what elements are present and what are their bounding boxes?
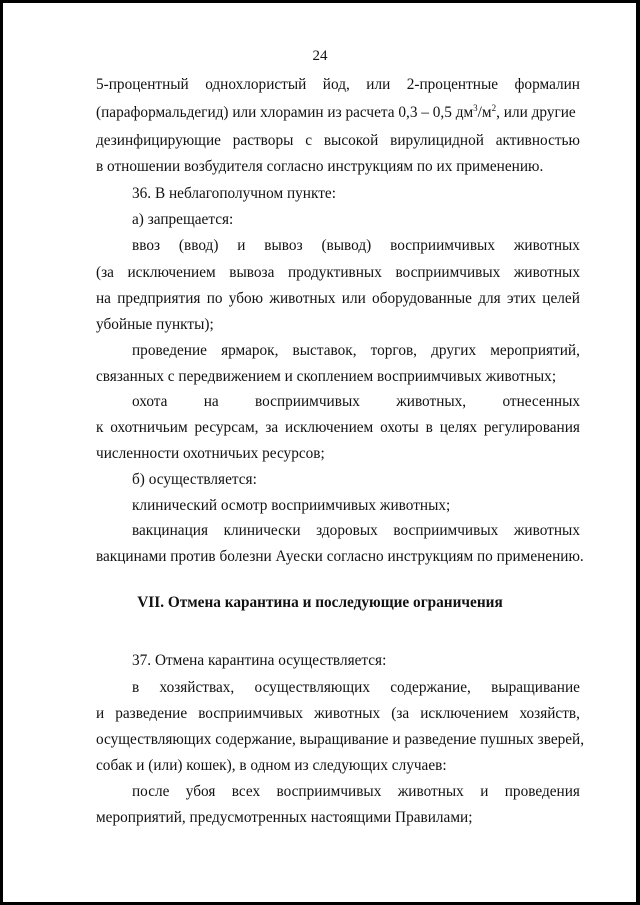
- word: (ввод): [178, 237, 219, 254]
- text-line: численности охотничьих ресурсов;: [96, 445, 325, 462]
- word: регулирования: [483, 419, 580, 436]
- word: ресурсам,: [194, 419, 259, 436]
- word: после: [132, 783, 170, 800]
- word: или: [366, 76, 391, 93]
- word: высокой: [323, 132, 379, 149]
- word: проведения: [504, 783, 580, 800]
- paragraph-36-heading: 36. В неблагополучном пункте:: [132, 185, 336, 202]
- word: всех: [231, 783, 261, 800]
- word: убоя: [185, 783, 216, 800]
- word: оборудованные: [372, 290, 472, 307]
- word: разведение: [115, 705, 188, 722]
- word: (вывод): [321, 237, 372, 254]
- word: вывоз: [264, 237, 303, 254]
- word: выставок,: [292, 342, 357, 359]
- word: ярмарок,: [221, 342, 279, 359]
- word: содержание,: [390, 679, 471, 696]
- word: восприимчивых: [276, 783, 382, 800]
- word: осуществляющих: [254, 679, 370, 696]
- word: животных: [314, 705, 381, 722]
- word: целей: [542, 290, 580, 307]
- word: исключением: [285, 419, 374, 436]
- text-line: [132, 237, 580, 255]
- word: животных: [513, 264, 580, 281]
- word: (за: [96, 264, 114, 281]
- text-line: [96, 705, 580, 723]
- word: вакцинация: [132, 522, 208, 539]
- word: 2-процентные: [406, 76, 499, 93]
- scan-border-right: [636, 0, 640, 905]
- text-line: связанных с передвижением и скоплением восприимчивых животных;: [96, 368, 557, 385]
- word: и: [96, 705, 105, 722]
- word: в: [132, 679, 140, 696]
- scan-border-left: [0, 0, 3, 905]
- word: охоты: [380, 419, 419, 436]
- word: выращивание: [491, 679, 580, 696]
- word: 5-процентный: [96, 76, 189, 93]
- word: восприимчивых: [395, 264, 501, 281]
- word: охота: [132, 393, 168, 410]
- word: животных: [269, 290, 336, 307]
- word: животных: [513, 522, 580, 539]
- word: мероприятий,: [490, 342, 580, 359]
- text-line: [96, 76, 580, 94]
- text-line: убойные пункты);: [96, 316, 214, 333]
- word: восприимчивых: [393, 522, 499, 539]
- word: дезинфицирующие: [96, 132, 221, 149]
- text-line: [132, 393, 580, 411]
- section-heading: VII. Отмена карантина и последующие ограничения: [137, 594, 503, 611]
- subsection-a: а) запрещается:: [132, 211, 234, 228]
- word: и: [237, 237, 246, 254]
- word: других: [431, 342, 477, 359]
- word: этих: [506, 290, 537, 307]
- scan-border-top: [0, 0, 640, 3]
- word: целях: [439, 419, 478, 436]
- word: восприимчивых: [198, 705, 304, 722]
- word: активностью: [495, 132, 580, 149]
- text-line: [96, 264, 580, 282]
- text-line: [132, 679, 580, 697]
- word: исключением: [127, 264, 216, 281]
- text-line: [96, 290, 580, 308]
- word: исключением: [420, 705, 509, 722]
- word: животных,: [396, 393, 467, 410]
- word: растворы: [232, 132, 294, 149]
- word: (за: [391, 705, 410, 722]
- word: охотничьим: [110, 419, 188, 436]
- word: за: [265, 419, 279, 436]
- word: продуктивных: [287, 264, 382, 281]
- text-line: в отношении возбудителя согласно инструкциям по их применению.: [96, 158, 544, 175]
- word: клинически: [223, 522, 301, 539]
- word: ввоз: [132, 237, 161, 254]
- word: и: [480, 783, 489, 800]
- word: здоровых: [316, 522, 378, 539]
- word: хозяйств,: [519, 705, 580, 722]
- word: на: [96, 290, 111, 307]
- word: восприимчивых: [390, 237, 495, 254]
- word: отнесенных: [502, 393, 580, 410]
- word: предприятия: [117, 290, 201, 307]
- word: к: [96, 419, 104, 436]
- word: проведение: [132, 342, 207, 359]
- text-line: (параформальдегид) или хлорамин из расчета 0,3 – 0,5 $дм^3/м^2$, или другие: [96, 103, 576, 121]
- text-line: [132, 783, 580, 801]
- text-line: вакцинами против болезни Ауески согласно инструкциям по применению.: [96, 548, 584, 565]
- word: для: [478, 290, 501, 307]
- word: в: [425, 419, 433, 436]
- word: однохлористый: [205, 76, 307, 93]
- word: восприимчивых: [255, 393, 360, 410]
- word: вывоза: [229, 264, 275, 281]
- word: вирулицидной: [390, 132, 484, 149]
- text-line: собак и (или) кошек), в одном из следующих случаев:: [96, 757, 447, 774]
- word: по: [206, 290, 223, 307]
- word: убою: [228, 290, 264, 307]
- text-line: [96, 419, 580, 437]
- text-line: [96, 132, 580, 150]
- text-line: клинический осмотр восприимчивых животных;: [132, 497, 451, 514]
- paragraph-37-heading: 37. Отмена карантина осуществляется:: [132, 652, 387, 669]
- word: формалин: [514, 76, 580, 93]
- word: животных: [397, 783, 464, 800]
- subsection-b: б) осуществляется:: [132, 471, 257, 488]
- word: на: [203, 393, 219, 410]
- word: хозяйствах,: [159, 679, 235, 696]
- word: животных: [513, 237, 580, 254]
- text-line: осуществляющих содержание, выращивание и разведение пушных зверей,: [96, 731, 585, 748]
- word: торгов,: [370, 342, 418, 359]
- word: или: [341, 290, 366, 307]
- text-line: [132, 522, 580, 540]
- text-line: [132, 342, 580, 360]
- word: йод,: [322, 76, 350, 93]
- text-line: мероприятий, предусмотренных настоящими Правилами;: [96, 809, 473, 826]
- word: с: [305, 132, 312, 149]
- page-number: 24: [312, 48, 328, 64]
